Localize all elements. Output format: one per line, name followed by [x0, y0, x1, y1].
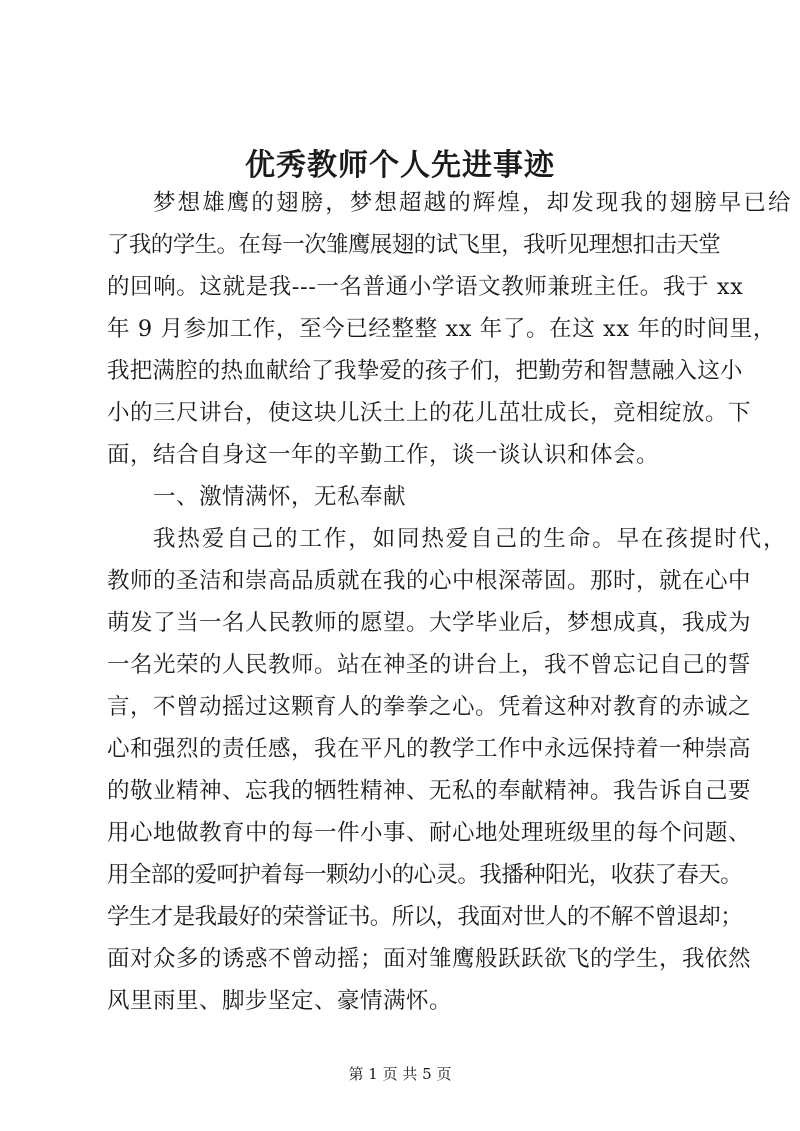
body-line: 年 9 月参加工作，至今已经整整 xx 年了。在这 xx 年的时间里，: [107, 316, 776, 342]
page-number-footer: 第 1 页 共 5 页: [348, 1065, 452, 1083]
body-line: 学生才是我最好的荣誉证书。所以，我面对世人的不解不曾退却；: [107, 904, 743, 930]
body-line: 我热爱自己的工作，如同热爱自己的生命。早在孩提时代，: [153, 526, 788, 552]
section-heading: 一、激情满怀，无私奉献: [153, 484, 407, 510]
body-line: 面对众多的诱惑不曾动摇；面对雏鹰般跃跃欲飞的学生，我依然: [107, 946, 752, 972]
body-line: 言，不曾动摇过这颗育人的拳拳之心。凭着这种对教育的赤诚之: [107, 694, 752, 720]
body-line: 一名光荣的人民教师。站在神圣的讲台上，我不曾忘记自己的誓: [107, 652, 752, 678]
body-line: 我把满腔的热血献给了我挚爱的孩子们，把勤劳和智慧融入这小: [107, 358, 743, 384]
body-line: 教师的圣洁和崇高品质就在我的心中根深蒂固。那时，就在心中: [107, 568, 752, 594]
body-line: 用全部的爱呵护着每一颗幼小的心灵。我播种阳光，收获了春天。: [107, 862, 743, 888]
body-line: 梦想雄鹰的翅膀，梦想超越的辉煌，却发现我的翅膀早已给: [153, 190, 793, 216]
body-line: 小的三尺讲台，使这块儿沃土上的花儿茁壮成长，竞相绽放。下: [107, 400, 752, 426]
body-line: 面，结合自身这一年的辛勤工作，谈一谈认识和体会。: [107, 442, 660, 468]
body-line: 萌发了当一名人民教师的愿望。大学毕业后，梦想成真，我成为: [107, 610, 752, 636]
body-line: 心和强烈的责任感，我在平凡的教学工作中永远保持着一种崇高: [107, 736, 752, 762]
body-line: 的回响。这就是我---一名普通小学语文教师兼班主任。我于 xx: [107, 274, 744, 300]
body-line: 的敬业精神、忘我的牺牲精神、无私的奉献精神。我告诉自己要: [107, 778, 752, 804]
body-line: 了我的学生。在每一次雏鹰展翅的试飞里，我听见理想扣击天堂: [107, 232, 721, 258]
body-line: 用心地做教育中的每一件小事、耐心地处理班级里的每个问题、: [107, 820, 752, 846]
body-line: 风里雨里、脚步坚定、豪情满怀。: [107, 988, 453, 1014]
document-title: 优秀教师个人先进事迹: [245, 148, 555, 183]
